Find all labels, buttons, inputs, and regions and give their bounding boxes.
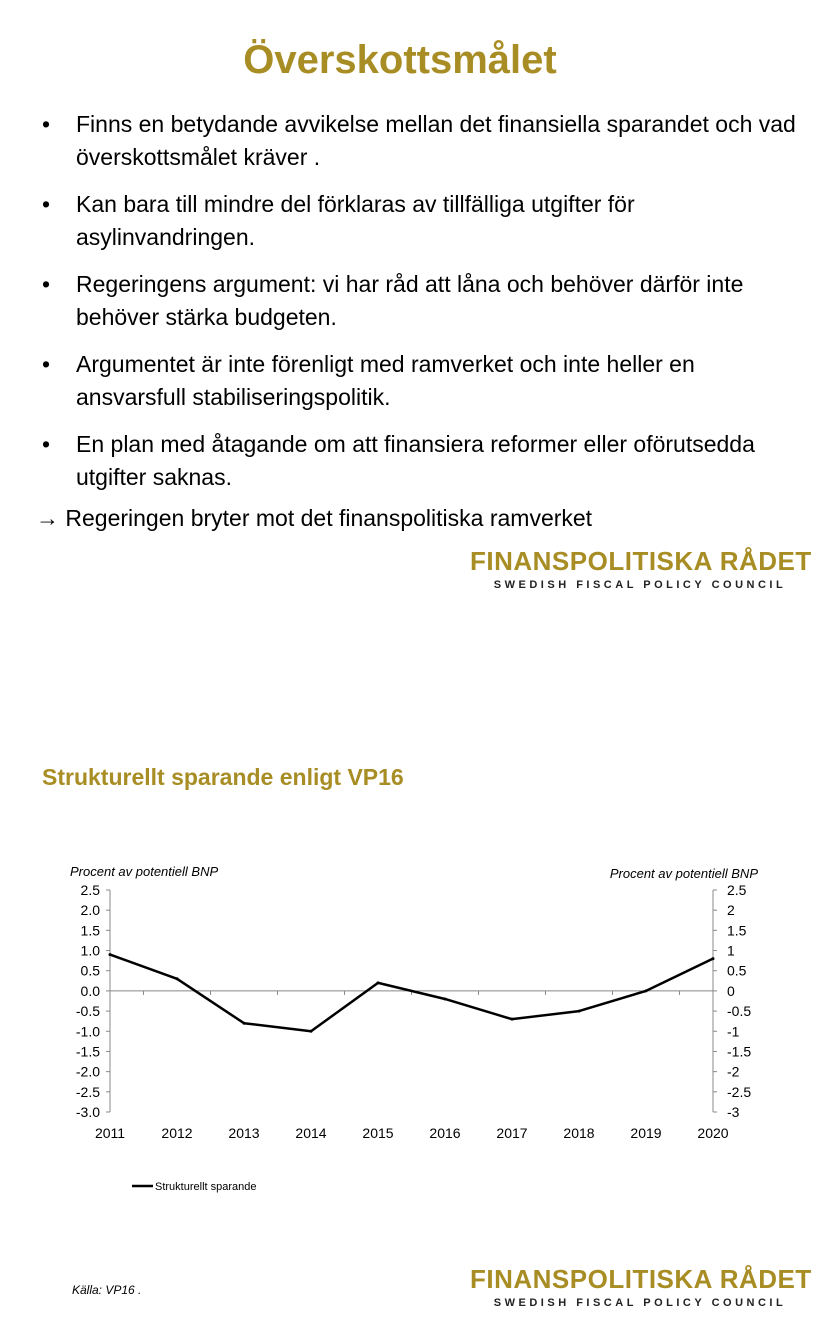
line-chart [0, 840, 820, 1210]
y-axis-label-right: Procent av potentiell BNP [609, 866, 758, 881]
y-tick-label-left: 0.0 [80, 982, 100, 999]
y-tick-label-right: -3 [727, 1104, 740, 1120]
y-tick-label-right: -1.5 [727, 1043, 752, 1060]
data-point [444, 997, 447, 1000]
bullet-text: Kan bara till mindre del förklaras av tillfälliga utgifter för asylinvandringen. [76, 191, 635, 250]
y-tick-label-left: -0.5 [75, 1003, 100, 1020]
y-tick-label-right: 2 [727, 902, 735, 919]
y-tick-label-right: -1 [727, 1023, 740, 1040]
bullet-item [40, 188, 800, 254]
data-point [511, 1018, 514, 1021]
data-point [310, 1030, 313, 1033]
legend-label: Strukturellt sparande [155, 1181, 257, 1193]
bullet-item [40, 428, 800, 494]
data-point [712, 957, 715, 960]
y-tick-label-right: 2.5 [727, 882, 747, 898]
x-tick-label: 2012 [161, 1125, 193, 1141]
chart-legend [132, 1181, 257, 1193]
bullet-symbol: • [42, 351, 51, 377]
x-tick-label: 2014 [295, 1125, 327, 1141]
bullet-text: Finns en betydande avvikelse mellan det finansiella sparandet och vad överskottsmålet kräver . [76, 111, 796, 170]
logo-subtitle: SWEDISH FISCAL POLICY COUNCIL [493, 579, 787, 591]
x-tick-label: 2011 [94, 1125, 126, 1141]
y-tick-label-left: 2.0 [80, 902, 100, 919]
x-tick-label: 2018 [563, 1125, 595, 1141]
bullet-item [40, 348, 800, 414]
y-tick-label-left: 0.5 [80, 962, 100, 979]
x-tick-label: 2017 [496, 1125, 528, 1141]
slide-title: Överskottsmålet [243, 38, 557, 82]
bullet-text: Argumentet är inte förenligt med ramverket och inte heller en ansvarsfull stabiliseringspolitik. [76, 351, 695, 410]
council-logo [470, 546, 810, 591]
y-tick-label-right: 1.5 [727, 922, 747, 939]
x-tick-label: 2019 [630, 1125, 662, 1141]
y-tick-label-left: 1.0 [80, 942, 100, 959]
y-tick-label-left: -2.0 [75, 1063, 100, 1080]
conclusion-text: → Regeringen bryter mot det finanspolitiska ramverket [36, 505, 593, 531]
y-tick-label-right: 0.5 [727, 962, 747, 979]
data-point [109, 953, 112, 956]
logo-subtitle: SWEDISH FISCAL POLICY COUNCIL [493, 1297, 787, 1309]
x-tick-label: 2015 [362, 1125, 394, 1141]
y-tick-label-right: -0.5 [727, 1003, 752, 1020]
bullet-symbol: • [42, 191, 51, 217]
logo-name: FINANSPOLITISKA RÅDET [470, 1264, 812, 1294]
bullet-symbol: • [42, 111, 51, 137]
bullet-text: Regeringens argument: vi har råd att låna och behöver därför inte behöver stärka budgeten. [76, 271, 744, 330]
x-tick-label: 2016 [429, 1125, 461, 1141]
chart-heading: Strukturellt sparande enligt VP16 [42, 764, 404, 790]
y-tick-label-left: -1.0 [75, 1023, 100, 1040]
data-point [243, 1022, 246, 1025]
bullet-text: En plan med åtagande om att finansiera reformer eller oförutsedda utgifter saknas. [76, 431, 755, 490]
y-tick-label-left: 1.5 [80, 922, 100, 939]
x-tick-label: 2013 [228, 1125, 260, 1141]
y-tick-label-right: -2.5 [727, 1083, 752, 1100]
bullet-symbol: • [42, 431, 51, 457]
y-tick-label-left: -3.0 [75, 1104, 100, 1120]
y-tick-label-right: 1 [727, 942, 735, 959]
bullet-item [40, 268, 800, 334]
y-tick-label-right: 0 [727, 982, 735, 999]
bullet-list [40, 108, 800, 508]
data-point [578, 1010, 581, 1013]
logo-name: FINANSPOLITISKA RÅDET [470, 546, 812, 576]
bullet-symbol: • [42, 271, 51, 297]
council-logo [470, 1264, 810, 1309]
y-tick-label-left: -2.5 [75, 1083, 100, 1100]
data-point [377, 981, 380, 984]
data-point [645, 989, 648, 992]
data-point [176, 977, 179, 980]
y-axis-label-left: Procent av potentiell BNP [70, 864, 219, 879]
y-tick-label-right: -2 [727, 1063, 740, 1080]
x-tick-label: 2020 [697, 1125, 729, 1141]
bullet-item [40, 108, 800, 174]
source-note: Källa: VP16 . [72, 1283, 142, 1297]
y-tick-label-left: 2.5 [80, 882, 100, 898]
y-tick-label-left: -1.5 [75, 1043, 100, 1060]
chart-axes [76, 882, 751, 1141]
